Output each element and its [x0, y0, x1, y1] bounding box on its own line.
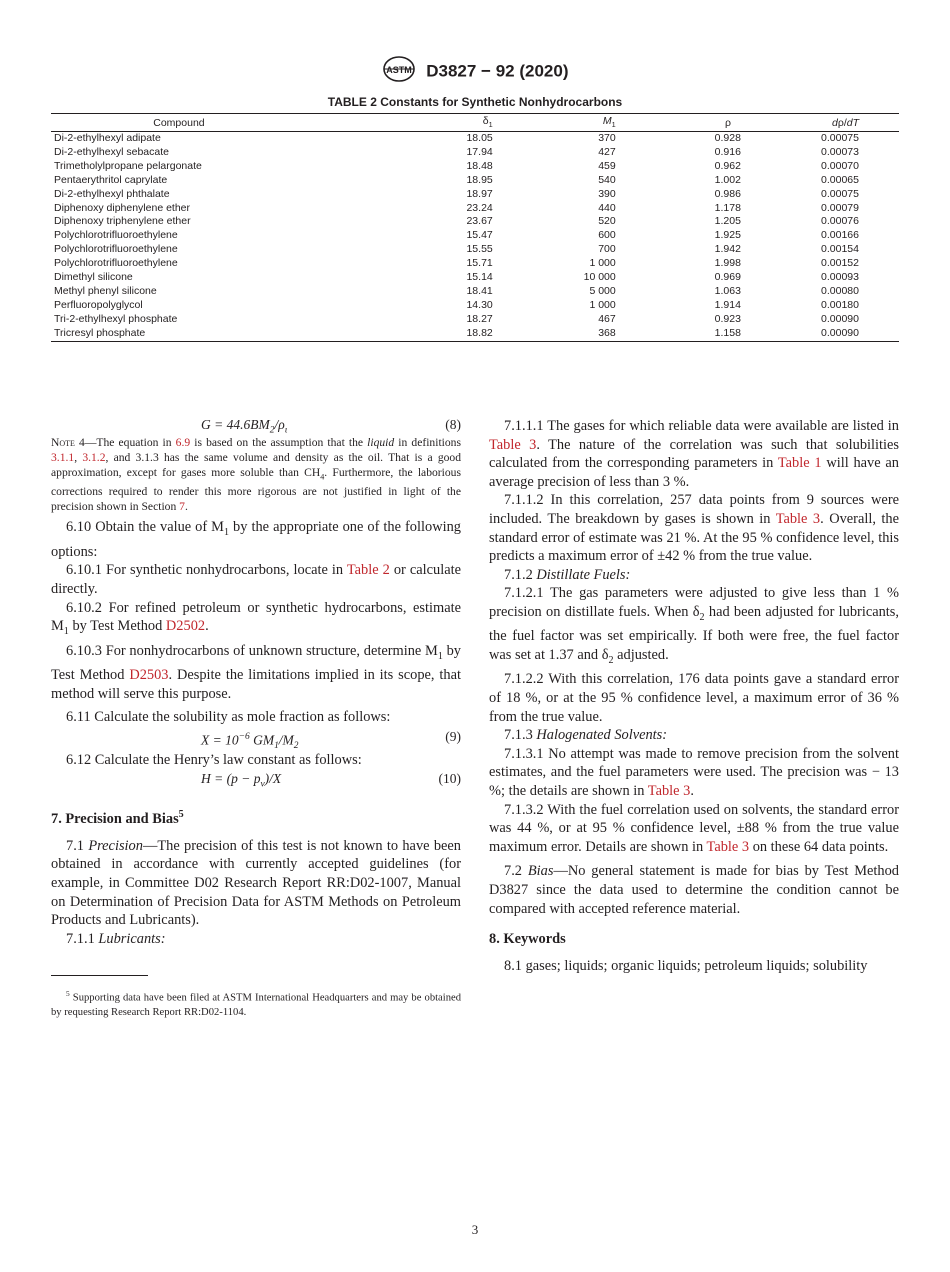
col-delta1: $\delta_1$ — [304, 114, 493, 132]
cell-compound: Tricresyl phosphate — [51, 327, 304, 341]
cell-drho-dt: 0.00090 — [741, 327, 899, 341]
cell-compound: Methyl phenyl silicone — [54, 284, 157, 297]
cell-drho-dt: 0.00070 — [821, 159, 859, 172]
ref-table-3[interactable]: Table 3 — [775, 510, 821, 527]
table-row — [51, 243, 899, 257]
cell-delta1: 14.30 — [466, 298, 493, 311]
ref-6-9[interactable]: 6.9 — [175, 436, 191, 449]
cell-drho-dt: 0.00065 — [821, 173, 859, 186]
col-compound: Compound — [51, 114, 304, 132]
cell-delta1: 15.14 — [466, 271, 493, 284]
cell-drho-dt: 0.00075 — [821, 132, 859, 144]
cell-compound: Trimetholylpropane pelargonate — [54, 159, 202, 172]
cell-m1: 5 000 — [589, 284, 616, 297]
cell-m1: 467 — [598, 312, 616, 325]
para-7-1-1: 7.1.1 Lubricants: — [66, 930, 166, 947]
cell-drho-dt: 0.00079 — [821, 201, 859, 214]
cell-rho: 1.914 — [714, 298, 741, 311]
cell-m1: 700 — [598, 243, 616, 256]
ref-d2502[interactable]: D2502 — [165, 618, 206, 635]
table-row — [51, 299, 899, 313]
cell-m1: 459 — [598, 159, 616, 172]
ref-table-3[interactable]: Table 3 — [706, 838, 750, 855]
cell-rho: 1.002 — [714, 173, 741, 186]
cell-compound: Dimethyl silicone — [54, 271, 133, 284]
cell-drho-dt: 0.00166 — [821, 229, 859, 242]
ref-table-3[interactable]: Table 3 — [489, 436, 537, 453]
cell-delta1: 23.67 — [466, 215, 493, 228]
table-row — [51, 146, 899, 160]
col-drho-dt: dρ/dT — [741, 114, 899, 132]
table-row — [51, 174, 899, 188]
ref-3-1-1[interactable]: 3.1.1 — [51, 451, 75, 464]
cell-m1: 1 000 — [589, 298, 616, 311]
cell-rho: 1.925 — [714, 229, 741, 242]
table-row — [51, 327, 899, 341]
cell-drho-dt: 0.00180 — [821, 298, 859, 311]
cell-delta1: 18.95 — [466, 173, 493, 186]
para-8-1: 8.1 gases; liquids; organic liquids; petroleum liquids; solubility — [504, 957, 868, 974]
cell-compound: Polychlorotrifluoroethylene — [54, 229, 178, 242]
section-8-heading: 8. Keywords — [489, 931, 566, 948]
table-row — [51, 215, 899, 229]
footnote-5: $^5$ Supporting data have been filed at ASTM International Headquarters and may be obtained by requesting Research Report RR:D02-1104. — [51, 989, 461, 1019]
cell-m1: 600 — [598, 229, 616, 242]
cell-m1: 10 000 — [583, 271, 616, 284]
ref-d2503[interactable]: D2503 — [129, 667, 169, 684]
para-7-1-1-1: 7.1.1.1 The gases for which reliable data were available are listed in Table 3. The nature of the correlation was such that solubilities calculated from the corresponding parameters in Table 1 will have an average precision of less than 3 %. — [489, 418, 899, 490]
cell-rho: 1.205 — [714, 215, 741, 228]
cell-compound: Diphenoxy diphenylene ether — [54, 201, 191, 214]
table-row — [51, 160, 899, 174]
col-m1: $M_1$ — [493, 114, 616, 132]
para-7-1-2-2: 7.1.2.2 With this correlation, 176 data points gave a standard error of 18 %, or at the 95 % confidence level, a maximum error of 36 % from the true value. — [489, 671, 899, 725]
cell-m1: 440 — [598, 201, 616, 214]
cell-delta1: 18.27 — [466, 312, 493, 325]
table-caption: TABLE 2 Constants for Synthetic Nonhydrocarbons — [327, 95, 623, 109]
cell-compound: Di-2-ethylhexyl phthalate — [54, 187, 170, 200]
cell-compound: Perfluoropolyglycol — [54, 298, 143, 311]
ref-table-2[interactable]: Table 2 — [346, 562, 390, 579]
cell-rho: 0.923 — [714, 312, 741, 325]
ref-table-1[interactable]: Table 1 — [777, 455, 822, 472]
equation-8: $G = 44.6BM_2/\rho_\iota$ (8) — [201, 417, 461, 436]
ref-section-7[interactable]: 7 — [179, 500, 185, 514]
cell-m1: 520 — [598, 215, 616, 228]
cell-compound: Polychlorotrifluoroethylene — [54, 257, 178, 270]
cell-m1: 540 — [598, 173, 616, 186]
cell-delta1: 23.24 — [466, 201, 493, 214]
col-rho: ρ — [616, 114, 741, 132]
table-header-row — [51, 114, 899, 132]
cell-rho: 1.942 — [714, 243, 741, 256]
cell-delta1: 15.47 — [466, 229, 493, 242]
para-7-1-3: 7.1.3 Halogenated Solvents: — [504, 727, 668, 744]
astm-logo-icon — [382, 56, 416, 87]
para-7-1-2-1: 7.1.2.1 The gas parameters were adjusted to give less than 1 % precision on distillate fuels. When $\delta_2$ had been adjusted for lubricants, the fuel factor was set empirically. If both were free, the fuel factor was set at 1.37 and $\delta_2$ adjusted. — [489, 585, 900, 666]
left-column — [51, 416, 461, 948]
section-7-heading: 7. Precision and Bias$^5$ — [51, 809, 184, 828]
footnote-divider — [51, 975, 148, 976]
para-7-1-3-1: 7.1.3.1 No attempt was made to remove precision from the solvent estimates, and the fuel parameters were used. The precision was − 13 %; the details are shown in Table 3. — [489, 745, 899, 800]
para-6-11: 6.11 Calculate the solubility as mole fraction as follows: — [66, 709, 391, 726]
cell-compound: Pentaerythritol caprylate — [54, 173, 168, 186]
para-6-10-2: 6.10.2 For refined petroleum or synthetic hydrocarbons, estimate $M_1$ by Test Method D2502. — [51, 599, 461, 638]
ref-3-1-2[interactable]: 3.1.2 — [82, 451, 106, 464]
para-7-1: 7.1 Precision—The precision of this test is not known to have been obtained in accordance with currently accepted guidelines (for example, in Committee D02 Research Report RR:D02-1007, Manual on Determination of Precision Data for ASTM Methods on Petroleum Products and Lubricants). — [51, 837, 462, 929]
cell-m1: 1 000 — [589, 257, 616, 270]
svg-text:ASTM: ASTM — [385, 65, 412, 75]
cell-compound: Diphenoxy triphenylene ether — [54, 215, 191, 228]
equation-9: $X = 10^{-6}$ $GM_1/M_2$ (9) — [201, 728, 461, 752]
table-row — [51, 202, 899, 216]
table-row — [51, 271, 899, 285]
cell-delta1: 18.97 — [466, 187, 493, 200]
cell-compound: Di-2-ethylhexyl adipate — [54, 132, 161, 144]
cell-drho-dt: 0.00152 — [821, 257, 859, 270]
right-column — [489, 417, 899, 975]
equation-10: $H = (p - p_v)/X$ (10) — [201, 771, 461, 791]
table-row — [51, 132, 899, 146]
cell-compound: Tri-2-ethylhexyl phosphate — [54, 312, 178, 325]
cell-compound: Di-2-ethylhexyl sebacate — [54, 145, 169, 158]
cell-rho: 1.063 — [714, 284, 741, 297]
page-number: 3 — [471, 1222, 479, 1237]
note-4: Note 4—The equation in 6.9 is based on the assumption that the liquid in definitions 3.1.1, 3.1.2, and 3.1.3 has the same volume and density as the oil. That is a good approximation, except for gases more soluble than $CH_4$. Furthermore, the laborious corrections required to render this more rigorous are not justified in light of the precision shown in Section 7. — [51, 436, 462, 514]
para-7-1-3-2: 7.1.3.2 With the fuel correlation used on solvents, the standard error was 44 %, or at 95 % confidence level, ±88 % from the true value maximum error. Details are shown in Table 3 on these 64 data points. — [489, 801, 899, 855]
cell-delta1: 17.94 — [466, 145, 493, 158]
table-row — [51, 285, 899, 299]
cell-drho-dt: 0.00073 — [821, 145, 859, 158]
cell-delta1: 18.05 — [466, 132, 493, 144]
cell-delta1: 15.55 — [466, 243, 493, 256]
cell-m1: 427 — [598, 145, 616, 158]
para-7-2: 7.2 Bias—No general statement is made for bias by Test Method D3827 since the data used to determine the condition cannot be compared with accepted reference material. — [489, 863, 899, 917]
cell-drho-dt: 0.00080 — [821, 284, 859, 297]
para-6-10-1: 6.10.1 For synthetic nonhydrocarbons, locate in Table 2 or calculate directly. — [51, 562, 462, 597]
cell-delta1: 18.82 — [304, 327, 493, 341]
table-row — [51, 313, 899, 327]
cell-delta1: 18.48 — [466, 159, 493, 172]
cell-rho: 0.986 — [714, 187, 741, 200]
cell-drho-dt: 0.00093 — [821, 271, 859, 284]
page-header — [0, 56, 950, 87]
constants-table — [51, 113, 899, 342]
cell-rho: 0.928 — [714, 132, 741, 144]
table-row — [51, 229, 899, 243]
para-6-10-3: 6.10.3 For nonhydrocarbons of unknown structure, determine $M_1$ by Test Method D2503. Despite the limitations implied in its scope, that method will serve this purpose. — [51, 642, 461, 702]
para-7-1-1-2: 7.1.1.2 In this correlation, 257 data points from 9 sources were included. The breakdown by gases is shown in Table 3. Overall, the standard error of estimate was 21 %. At the 95 % confidence level, this predicts a maximum error of ±42 % from the true value. — [489, 492, 900, 565]
cell-delta1: 18.41 — [466, 284, 493, 297]
cell-m1: 370 — [598, 132, 616, 144]
cell-rho: 1.998 — [714, 257, 741, 270]
cell-rho: 0.962 — [714, 159, 741, 172]
cell-compound: Polychlorotrifluoroethylene — [54, 243, 178, 256]
ref-table-3[interactable]: Table 3 — [647, 783, 691, 800]
cell-m1: 368 — [493, 327, 616, 341]
designation: D3827 − 92 (2020) — [426, 61, 569, 81]
cell-rho: 1.158 — [616, 327, 741, 341]
cell-delta1: 15.71 — [466, 257, 493, 270]
cell-m1: 390 — [598, 187, 616, 200]
cell-drho-dt: 0.00075 — [821, 187, 859, 200]
cell-drho-dt: 0.00090 — [821, 312, 859, 325]
para-6-10: 6.10 Obtain the value of $M_1$ by the appropriate one of the following options: — [51, 519, 461, 560]
para-6-12: 6.12 Calculate the Henry’s law constant as follows: — [66, 751, 362, 768]
table-row — [51, 257, 899, 271]
cell-rho: 1.178 — [714, 201, 741, 214]
table-row — [51, 188, 899, 202]
cell-rho: 0.916 — [714, 145, 741, 158]
cell-drho-dt: 0.00076 — [821, 215, 859, 228]
cell-drho-dt: 0.00154 — [821, 243, 859, 256]
cell-rho: 0.969 — [714, 271, 741, 284]
para-7-1-2: 7.1.2 Distillate Fuels: — [504, 566, 631, 583]
